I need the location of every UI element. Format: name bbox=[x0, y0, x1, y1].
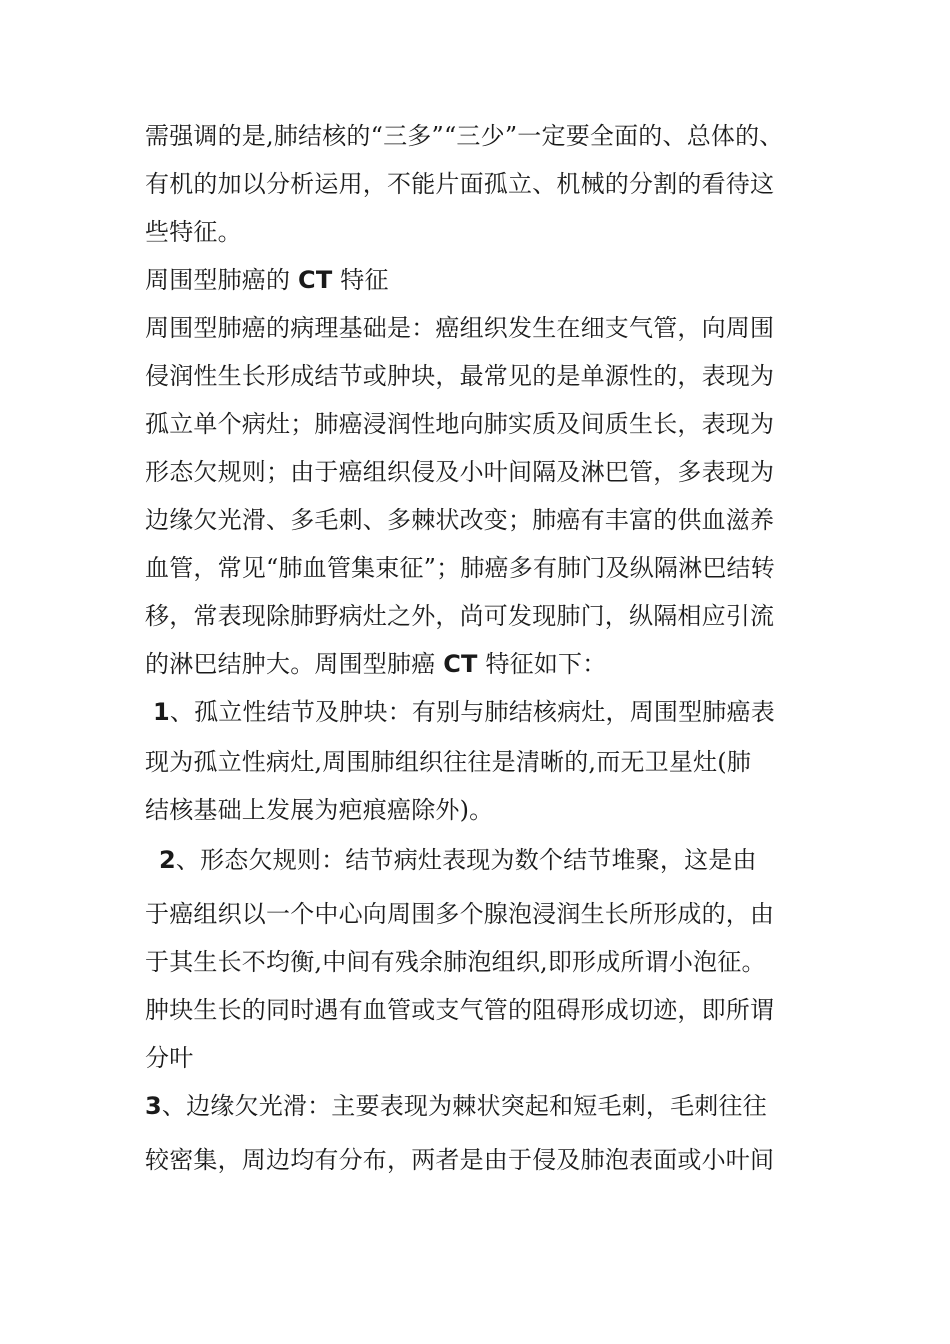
text-line: 现为孤立性病灶,周围肺组织往往是清晰的,而无卫星灶(肺 bbox=[145, 748, 752, 776]
list-item-first-line bbox=[145, 836, 815, 884]
text-line: 结核基础上发展为疤痕癌除外)。 bbox=[145, 796, 494, 824]
text-line: 血管，常见“肺血管集束征”；肺癌多有肺门及纵隔淋巴结转 bbox=[145, 554, 775, 582]
text-line: 于其生长不均衡,中间有残余肺泡组织,即形成所谓小泡征。 bbox=[145, 948, 766, 976]
text-line: 周围型肺癌的病理基础是：癌组织发生在细支气管，向周围 bbox=[145, 314, 775, 342]
section-heading bbox=[145, 256, 815, 304]
text-line: 侵润性生长形成结节或肿块，最常见的是单源性的，表现为 bbox=[145, 362, 775, 390]
list-item-first-line bbox=[145, 1082, 815, 1130]
list-item-first-line bbox=[145, 688, 815, 736]
bold-span: CT bbox=[443, 650, 478, 678]
heading-text: 特征 bbox=[332, 266, 389, 294]
text-line: 有机的加以分析运用，不能片面孤立、机械的分割的看待这 bbox=[145, 170, 775, 198]
item-text: 、边缘欠光滑：主要表现为棘状突起和短毛刺，毛刺往往 bbox=[161, 1092, 767, 1120]
text-line: 些特征。 bbox=[145, 218, 242, 246]
item-number: 3 bbox=[145, 1092, 162, 1120]
text-span: 的淋巴结肿大。周围型肺癌 bbox=[145, 650, 444, 678]
document-page bbox=[145, 112, 815, 1184]
text-line: 边缘欠光滑、多毛刺、多棘状改变；肺癌有丰富的供血滋养 bbox=[145, 506, 775, 534]
item-text: 、形态欠规则：结节病灶表现为数个结节堆聚，这是由 bbox=[175, 846, 757, 874]
item-text: 、孤立性结节及肿块：有别与肺结核病灶，周围型肺癌表 bbox=[169, 698, 775, 726]
text-line bbox=[145, 640, 815, 688]
item-number: 2 bbox=[159, 846, 176, 874]
item-number: 1 bbox=[153, 698, 170, 726]
text-line: 形态欠规则；由于癌组织侵及小叶间隔及淋巴管，多表现为 bbox=[145, 458, 775, 486]
text-line: 较密集，周边均有分布，两者是由于侵及肺泡表面或小叶间 bbox=[145, 1146, 775, 1174]
text-line: 分叶 bbox=[145, 1044, 194, 1072]
text-line: 需强调的是,肺结核的“三多”“三少”一定要全面的、总体的、 bbox=[145, 122, 784, 150]
text-span: 特征如下： bbox=[477, 650, 607, 678]
text-line: 孤立单个病灶；肺癌浸润性地向肺实质及间质生长，表现为 bbox=[145, 410, 775, 438]
heading-bold: CT bbox=[298, 266, 333, 294]
heading-text: 周围型肺癌的 bbox=[145, 266, 299, 294]
text-line: 肿块生长的同时遇有血管或支气管的阻碍形成切迹，即所谓 bbox=[145, 996, 775, 1024]
text-line: 移，常表现除肺野病灶之外，尚可发现肺门，纵隔相应引流 bbox=[145, 602, 775, 630]
text-line: 于癌组织以一个中心向周围多个腺泡浸润生长所形成的，由 bbox=[145, 900, 775, 928]
